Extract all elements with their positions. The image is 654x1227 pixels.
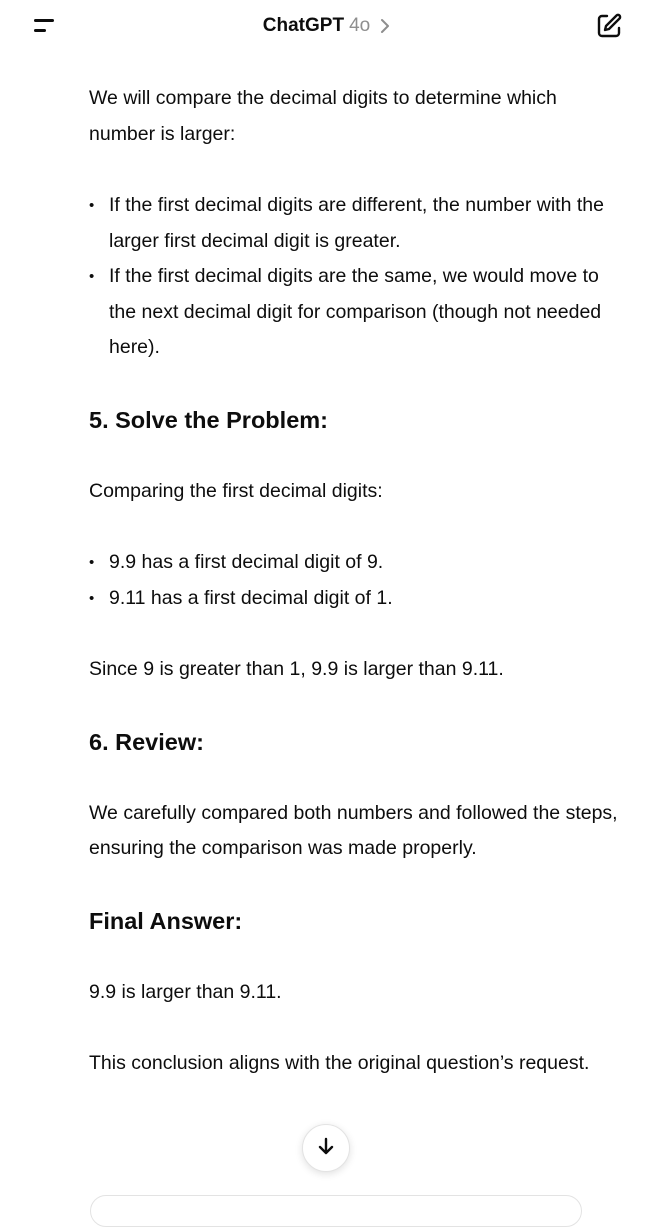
list-item: • If the first decimal digits are the same, we would move to the next decimal digit for comparison (though not needed here).	[89, 265, 602, 358]
compose-icon[interactable]	[593, 10, 625, 42]
list-item-text: 9.11 has a first decimal digit of 1.	[109, 586, 393, 609]
list-item-text: If the first decimal digits are the same, we would move to the next decimal digit for comparison (though not needed here).	[109, 265, 602, 358]
model-label: 4o	[349, 15, 371, 36]
list-item-text: 9.9 has a first decimal digit of 9.	[109, 551, 384, 573]
section-heading: 6. Review:	[89, 728, 204, 755]
list-item-text: If the first decimal digits are different, the number with the larger first decimal digit is greater.	[109, 194, 604, 252]
top-bar	[0, 0, 654, 52]
intro-text: We will compare the decimal digits to determine which number is larger:	[89, 87, 557, 145]
scroll-to-bottom-button[interactable]	[302, 1124, 350, 1172]
section-heading: 5. Solve the Problem:	[89, 406, 328, 433]
section-heading: Final Answer:	[89, 907, 243, 934]
section5-intro: Comparing the first decimal digits:	[89, 479, 383, 502]
digits-list	[89, 545, 619, 616]
arrow-down-icon	[315, 1135, 337, 1162]
final-answer-text: 9.9 is larger than 9.11.	[89, 980, 282, 1003]
list-item: • 9.9 has a first decimal digit of 9.	[89, 551, 384, 573]
app-title: ChatGPT	[262, 15, 345, 36]
chevron-right-icon	[379, 18, 391, 34]
section5-conclusion: Since 9 is greater than 1, 9.9 is larger than 9.11.	[89, 658, 504, 680]
rules-list	[89, 188, 619, 366]
closing-text: This conclusion aligns with the original question’s request.	[89, 1052, 590, 1074]
model-selector[interactable]	[0, 0, 654, 52]
section6-text: We carefully compared both numbers and followed the steps, ensuring the comparison was made properly.	[89, 801, 618, 859]
list-item: • If the first decimal digits are different, the number with the larger first decimal digit is greater.	[89, 194, 604, 252]
assistant-message	[89, 81, 619, 1082]
list-item: • 9.11 has a first decimal digit of 1.	[89, 586, 393, 609]
